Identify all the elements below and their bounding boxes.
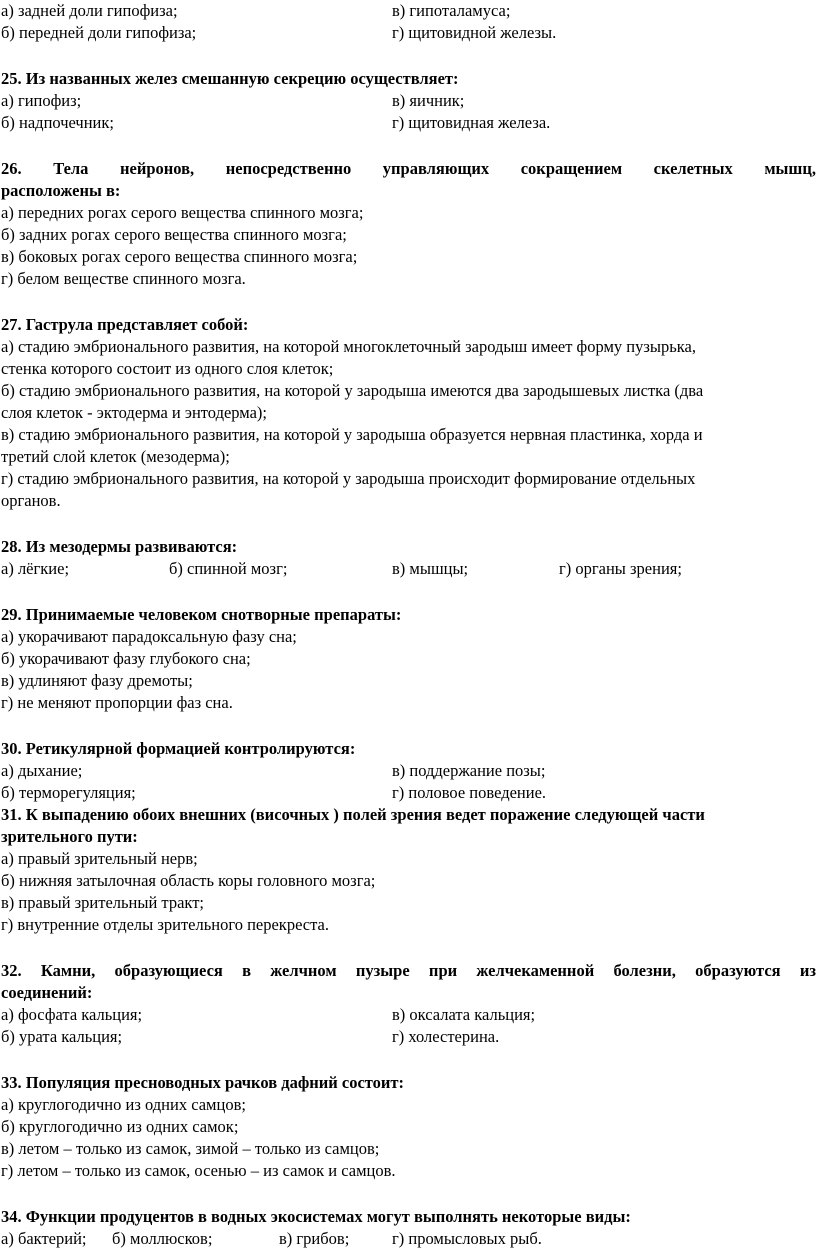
option-b: б) надпочечник; (1, 113, 114, 132)
option-v: в) правый зрительный тракт; (1, 893, 204, 912)
option-b: б) моллюсков; (112, 1229, 213, 1248)
option-v: в) гипоталамуса; (392, 1, 511, 20)
options-row (1, 760, 816, 782)
question-34: 34. Функции продуцентов в водных экосистемах могут выполнять некоторые виды: (1, 1207, 631, 1226)
option-b-line-1: б) стадию эмбрионального развития, на которой у зародыша имеются два зародышевых листка (два (1, 381, 704, 400)
question-26-line-1: 26. Тела нейронов, непосредственно управляющих сокращением скелетных мышц, (1, 159, 816, 178)
option-b: б) круглогодично из одних самок; (1, 1117, 239, 1136)
option-b: б) терморегуляция; (1, 783, 136, 802)
option-g-line-1: г) стадию эмбрионального развития, на которой у зародыша происходит формирование отдельных (1, 469, 696, 488)
options-row (1, 0, 816, 22)
option-g: г) холестерина. (392, 1027, 500, 1046)
options-row (1, 782, 816, 804)
option-v-line-1: в) стадию эмбрионального развития, на которой у зародыша образуется нервная пластинка, хорда и (1, 425, 703, 444)
options-row (1, 90, 816, 112)
option-b-line-2: слоя клеток - эктодерма и энтодерма); (1, 403, 268, 422)
option-a: а) укорачивают парадоксальную фазу сна; (1, 627, 297, 646)
option-g: г) белом веществе спинного мозга. (1, 269, 246, 288)
options-row (1, 22, 816, 44)
options-row (1, 558, 816, 580)
question-32-line-2: соединений: (1, 983, 93, 1002)
option-g: г) щитовидной железы. (392, 23, 557, 42)
option-a: а) дыхание; (1, 761, 83, 780)
option-g-line-2: органов. (1, 491, 61, 510)
option-a-line-2: стенка которого состоит из одного слоя клеток; (1, 359, 334, 378)
option-b: б) нижняя затылочная область коры головного мозга; (1, 871, 376, 890)
question-28: 28. Из мезодермы развиваются: (1, 537, 238, 556)
options-row (1, 112, 816, 134)
option-v: в) яичник; (392, 91, 465, 110)
question-25: 25. Из названных желез смешанную секрецию осуществляет: (1, 69, 459, 88)
option-a: а) задней доли гипофиза; (1, 1, 178, 20)
options-row (1, 1026, 816, 1048)
question-33: 33. Популяция пресноводных рачков дафний состоит: (1, 1073, 405, 1092)
option-a-line-1: а) стадию эмбрионального развития, на которой многоклеточный зародыш имеет форму пузырька, (1, 337, 696, 356)
option-b: б) урата кальция; (1, 1027, 123, 1046)
option-g: г) щитовидная железа. (392, 113, 551, 132)
option-v: в) удлиняют фазу дремоты; (1, 671, 193, 690)
option-a: а) лёгкие; (1, 559, 70, 578)
option-v: в) боковых рогах серого вещества спинного мозга; (1, 247, 358, 266)
options-row (1, 1004, 816, 1026)
question-27: 27. Гаструла представляет собой: (1, 315, 249, 334)
question-31-line-1: 31. К выпадению обоих внешних (височных ) полей зрения ведет поражение следующей части (1, 805, 705, 824)
option-a: а) круглогодично из одних самцов; (1, 1095, 246, 1114)
option-g: г) половое поведение. (392, 783, 547, 802)
option-b: б) укорачивают фазу глубокого сна; (1, 649, 251, 668)
option-g: г) органы зрения; (559, 559, 682, 578)
option-b: б) задних рогах серого вещества спинного мозга; (1, 225, 347, 244)
question-30: 30. Ретикулярной формацией контролируются: (1, 739, 356, 758)
option-g: г) не меняют пропорции фаз сна. (1, 693, 233, 712)
options-row (1, 1228, 816, 1250)
option-a: а) фосфата кальция; (1, 1005, 143, 1024)
question-32-line-1: 32. Камни, образующиеся в желчном пузыре при желчекаменной болезни, образуются из (1, 961, 816, 980)
question-29: 29. Принимаемые человеком снотворные препараты: (1, 605, 402, 624)
option-v: в) мышцы; (392, 559, 469, 578)
option-b: б) передней доли гипофиза; (1, 23, 197, 42)
question-31-line-2: зрительного пути: (1, 827, 138, 846)
option-v-line-2: третий слой клеток (мезодерма); (1, 447, 230, 466)
option-v: в) грибов; (279, 1229, 350, 1248)
option-a: а) бактерий; (1, 1229, 87, 1248)
option-a: а) передних рогах серого вещества спинного мозга; (1, 203, 364, 222)
option-g: г) летом – только из самок, осенью – из самок и самцов. (1, 1161, 396, 1180)
option-v: в) оксалата кальция; (392, 1005, 536, 1024)
option-a: а) гипофиз; (1, 91, 82, 110)
option-b: б) спинной мозг; (169, 559, 288, 578)
option-v: в) поддержание позы; (392, 761, 546, 780)
option-v: в) летом – только из самок, зимой – только из самцов; (1, 1139, 380, 1158)
option-g: г) промысловых рыб. (392, 1229, 542, 1248)
option-g: г) внутренние отделы зрительного перекреста. (1, 915, 329, 934)
question-26-line-2: расположены в: (1, 181, 121, 200)
option-a: а) правый зрительный нерв; (1, 849, 198, 868)
